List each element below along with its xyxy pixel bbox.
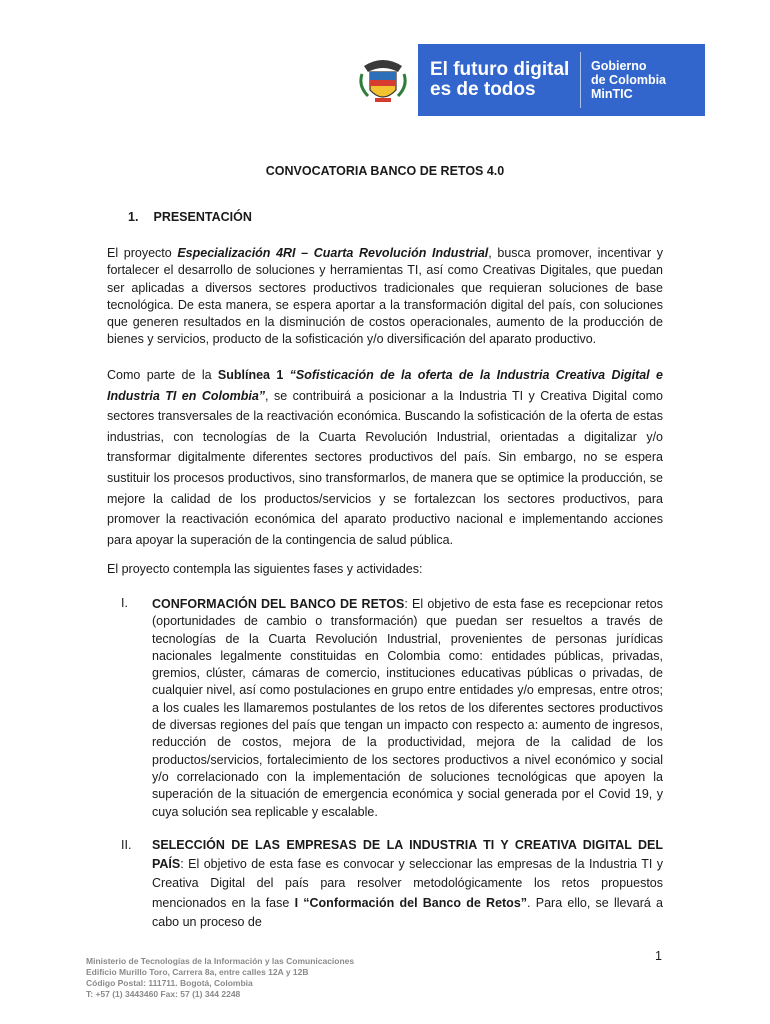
footer-line-3: Código Postal: 111711. Bogotá, Colombia [86,978,253,988]
phase-text: : El objetivo de esta fase es convocar y seleccionar las empresas de la Industria TI y Creativa Digital del país para resolver metodológicamente los retos propuestos mencionados en la fase [152,857,663,910]
slogan-line-1: El futuro digital [430,59,570,80]
phase-numeral: I. [121,596,128,610]
footer-line-4: T: +57 (1) 3443460 Fax: 57 (1) 344 2248 [86,989,241,999]
slogan [418,60,580,100]
paragraph-phases-intro: El proyecto contempla las siguientes fases y actividades: [107,562,423,576]
page-number: 1 [655,949,662,963]
phase-body [152,596,663,821]
phase-tail: . Para ello, se llevará a cabo un proceso de [152,895,663,929]
paragraph-subline [107,365,663,550]
paragraph-presentation [107,245,663,349]
section-title: PRESENTACIÓN [153,210,252,224]
phase-body [152,836,663,932]
banner-divider [580,52,581,108]
footer-line-2: Edificio Murillo Toro, Carrera 8a, entre calles 12A y 12B [86,967,309,977]
document-title: CONVOCATORIA BANCO DE RETOS 4.0 [265,164,505,178]
phase-heading: CONFORMACIÓN DEL BANCO DE RETOS [152,597,405,611]
gov-line-3: MinTIC [591,87,633,101]
phase-numeral: II. [121,838,132,852]
gov-line-2: de Colombia [591,73,667,87]
phase-item [107,836,663,932]
gov-line-1: Gobierno [591,59,647,73]
slogan-line-2: es de todos [430,79,536,100]
section-heading [128,210,252,224]
mintic-header-banner [348,44,705,116]
phase-reference: I “Conformación del Banco de Retos” [294,895,528,910]
p1-post: , busca promover, incentivar y fortalecer el desarrollo de soluciones y herramientas TI, así como Creativas Digitales, que puedan ser aplicadas a diversos sectores productivos tradicionales que requieran soluciones de base tecnológica. De esta manera, se espera aportar a la transformación digital del país, con soluciones que generen resultados en la disminución de costos operacionales, aumento de la producción de bienes y servicios, producto de la sofisticación y/o diversificación del aparato productivo. [107,246,663,347]
phase-text: : El objetivo de esta fase es recepcionar retos (oportunidades de cambio o transformación) que puedan ser resueltos a través de tecnologías de la Cuarta Revolución Industrial, provenientes de personas jurídicas nacionales legalmente constituidas en Colombia como: entidades públicas, privadas, gremios, clúster, cámaras de comercio, instituciones educativas públicas o privadas, de cualquier nivel, así como postulaciones en grupo entre entidades y/o empresas, entre otros; a los cuales les llamaremos postulantes de los retos de los diferentes sectores productivos de diversas regiones del país que tengan un impacto con respecto a: aumento de ingresos, reducción de costos, mejora de la productividad, mejora de la calidad de los productos/servicios, fortalecimiento de los sectores productivos a nivel económico y social y/o correlacionado con la implementación de soluciones tecnológicas que apoyen la superación de la situación de emergencia económica y social generada por el Covid 19, y cuya solución sea replicable y escalable. [152,597,663,819]
footer-line-1: Ministerio de Tecnologías de la Información y las Comunicaciones [86,956,355,966]
p2-pre: Como parte de la [107,368,218,382]
section-number: 1. [128,210,139,224]
colombia-coat-of-arms-icon [348,44,418,116]
phase-heading: SELECCIÓN DE LAS EMPRESAS DE LA INDUSTRIA TI Y CREATIVA DIGITAL DEL PAÍS [152,838,663,872]
footer-address [86,956,354,1000]
p1-pre: El proyecto [107,246,178,260]
phase-item [107,596,663,821]
government-label [591,59,666,101]
p1-project-name: Especialización 4RI – Cuarta Revolución Industrial [177,246,489,260]
p2-post: , se contribuirá a posicionar a la Industria TI y Creativa Digital como sectores transversales de la reactivación económica. Buscando la sofisticación de la oferta de estas industrias, con tecnologías de la Cuarta Revolución Industrial, orientadas a digitalizar y/o transformar digitalmente diferentes sectores productivos del país. Sin embargo, no se espera sustituir los procesos productivos, sino transformarlos, de manera que se optimice la producción, se mejore la calidad de los productos/servicios y se fortalezcan los sectores productivos, para promover la reactivación económica del aparato productivo nacional e implementando acciones para apoyar la superación de la contingencia de salud pública. [107,388,663,547]
p2-subline-title: “Sofisticación de la oferta de la Industria Creativa Digital e Industria TI en Colombia” [107,368,663,403]
p2-subline-label: Sublínea 1 [217,368,284,382]
